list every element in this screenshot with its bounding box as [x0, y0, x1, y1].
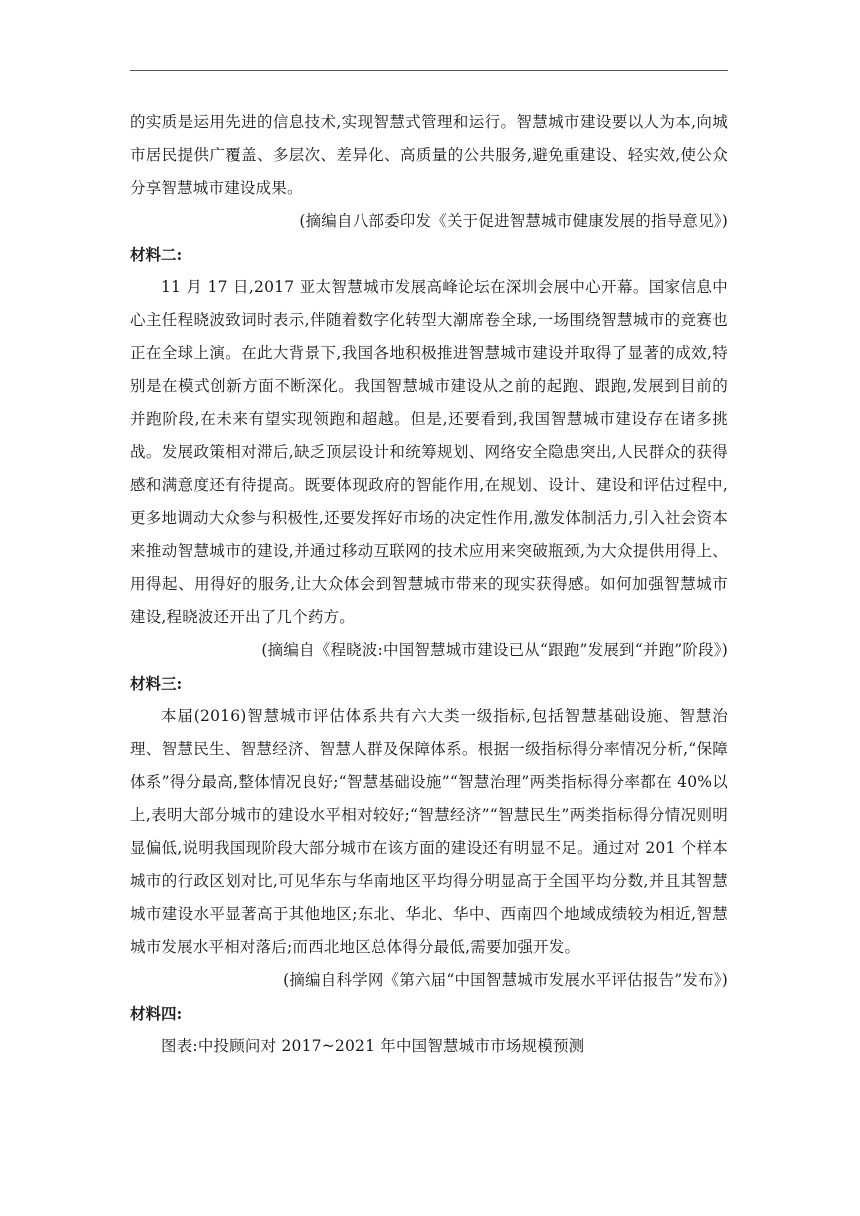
material3-source: (摘编自科学网《第六届“中国智慧城市发展水平评估报告”发布》): [283, 971, 728, 989]
material4-heading: 材料四:: [130, 1004, 183, 1023]
material3-heading: 材料三:: [130, 674, 183, 693]
material2-source: (摘编自《程晓波:中国智慧城市建设已从“跟跑”发展到“并跑”阶段》): [261, 641, 728, 659]
material2-paragraph: 11 月 17 日,2017 亚太智慧城市发展高峰论坛在深圳会展中心开幕。国家信息中心主任程晓波致词时表示,伴随着数字化转型大潮席卷全球,一场围绕智慧城市的竞赛也正在全球上演。在此大背景下,我国各地积极推进智慧城市建设并取得了显著的成效,特别是在模式创新方面不断深化。我国智慧城市建设从之前的起跑、跟跑,发展到目前的并跑阶段,在未来有望实现领跑和超越。但是,还要看到,我国智慧城市建设存在诸多挑战。发展政策相对滞后,缺乏顶层设计和统筹规划、网络安全隐患突出,人民群众的获得感和满意度还有待提高。既要体现政府的智能作用,在规划、设计、建设和评估过程中,更多地调动大众参与积极性,还要发挥好市场的决定性作用,激发体制活力,引入社会资本来推动智慧城市的建设,并通过移动互联网的技术应用来突破瓶颈,为大众提供用得上、用得起、用得好的服务,让大众体会到智慧城市带来的现实获得感。如何加强智慧城市建设,程晓波还开出了几个药方。: [130, 278, 728, 626]
material3-paragraph: 本届(2016)智慧城市评估体系共有六大类一级指标,包括智慧基础设施、智慧治理、智慧民生、智慧经济、智慧人群及保障体系。根据一级指标得分率情况分析,“保障体系”得分最高,整体情况良好;“智慧基础设施”“智慧治理”两类指标得分率都在 40%以上,表明大部分城市的建设水平相对较好;“智慧经济”“智慧民生”两类指标得分情况则明显偏低,说明我国现阶段大部分城市在该方面的建设还有明显不足。通过对 201 个样本城市的行政区划对比,可见华东与华南地区平均得分明显高于全国平均分数,并且其智慧城市建设水平显著高于其他地区;东北、华北、华中、西南四个地域成绩较为相近,智慧城市发展水平相对落后;而西北地区总体得分最低,需要加强开发。: [130, 707, 728, 956]
material1-paragraph: 的实质是运用先进的信息技术,实现智慧式管理和运行。智慧城市建设要以人为本,向城市居民提供广覆盖、多层次、差异化、高质量的公共服务,避免重建设、轻实效,使公众分享智慧城市建设成果。: [130, 113, 728, 197]
document-body: [130, 106, 728, 1063]
material4-caption: 图表:中投顾问对 2017~2021 年中国智慧城市市场规模预测: [161, 1037, 585, 1055]
header-rule: [130, 70, 728, 71]
material2-heading: 材料二:: [130, 245, 183, 264]
material1-source: (摘编自八部委印发《关于促进智慧城市健康发展的指导意见》): [299, 212, 728, 230]
